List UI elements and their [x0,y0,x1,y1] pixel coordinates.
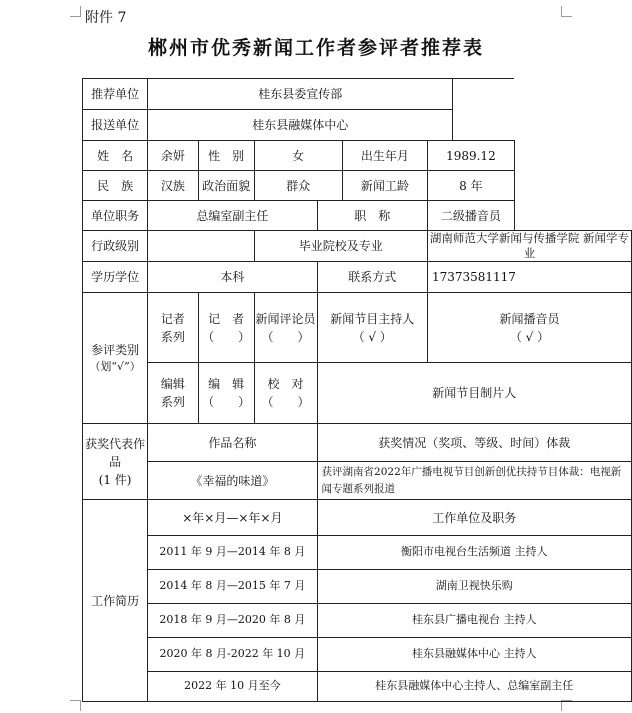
birth-label: 出生年月 [342,141,427,171]
reporter-label: 记 者 [208,311,245,326]
attachment-number: 附件 7 [85,10,127,26]
political-label: 政治面貌 [198,171,254,201]
education-label: 学历学位 [83,262,148,293]
category-commentator[interactable] [254,293,317,363]
work-years-label: 新闻工龄 [342,171,427,201]
position-value: 总编室副主任 [148,201,317,231]
political-value: 群众 [254,171,342,201]
position-label: 单位职务 [83,201,148,231]
recommendation-form-table [82,78,632,702]
resume-period: 2022 年 10 月至今 [148,672,317,702]
resume-unit: 湖南卫视快乐购 [317,570,631,604]
ethnic-value: 汉族 [148,171,199,201]
editor-series-label: 编辑 系列 [148,363,199,424]
professional-title-label: 职 称 [317,201,427,231]
category-label-text: 参评类别 [91,342,140,357]
category-host[interactable] [317,293,427,363]
category-editor[interactable] [198,363,254,424]
editor-checkmark: （ ） [202,395,251,409]
award-info-value: 获评湖南省2022年广播电视节目创新创优扶持节目体裁：电视新闻专题系列报道 [317,462,631,500]
page-corner-mark [561,6,572,17]
contact-value: 17373581117 [427,262,631,293]
proofreader-label: 校 对 [267,377,304,391]
commentator-label: 新闻评论员 [255,311,316,326]
resume-unit: 桂东县融媒体中心 主持人 [317,638,631,672]
category-label [83,293,148,424]
category-announcer[interactable] [427,293,631,363]
photo-area [514,171,631,201]
host-checkmark: （ √ ） [352,329,392,344]
category-proofreader[interactable] [254,363,317,424]
work-years-value: 8 年 [427,171,514,201]
resume-unit: 衡阳市电视台生活频道 主持人 [317,536,631,570]
page-corner-mark [70,700,81,711]
resume-period: 2014 年 8 月—2015 年 7 月 [148,570,317,604]
admin-level-label: 行政级别 [83,231,148,262]
reporter-series-label: 记者 系列 [148,293,199,363]
work-name-value: 《幸福的味道》 [148,462,317,500]
photo-area [514,141,631,171]
school-major-label: 毕业院校及专业 [254,231,427,262]
education-value: 本科 [148,262,317,293]
submit-unit-value: 桂东县融媒体中心 [148,110,453,141]
school-major-value: 湖南师范大学新闻与传播学院 新闻学专业 [427,231,631,262]
gender-label: 性 别 [198,141,254,171]
photo-area [453,79,515,141]
host-label: 新闻节目主持人 [330,311,415,326]
category-reporter[interactable] [198,293,254,363]
page-corner-mark [70,6,81,17]
form-title: 郴州市优秀新闻工作者参评者推荐表 [147,37,484,59]
resume-period-header: ×年×月—×年×月 [148,500,317,536]
name-value: 余妍 [148,141,199,171]
professional-title-value: 二级播音员 [427,201,514,231]
photo-area [514,201,631,231]
recommend-unit-value: 桂东县委宣传部 [148,79,453,110]
announcer-label: 新闻播音员 [499,311,560,326]
reporter-checkmark: （ ） [202,329,251,344]
category-hint: （划“√”） [89,359,141,373]
resume-unit: 桂东县融媒体中心主持人、总编室副主任 [317,672,631,702]
commentator-checkmark: （ ） [261,329,310,344]
editor-label: 编 辑 [208,377,245,391]
contact-label: 联系方式 [317,262,427,293]
name-label: 姓 名 [83,141,148,171]
proofreader-checkmark: （ ） [261,395,310,409]
recommend-unit-label: 推荐单位 [83,79,148,110]
ethnic-label: 民 族 [83,171,148,201]
admin-level-value [148,231,254,262]
resume-unit-header: 工作单位及职务 [317,500,631,536]
announcer-checkmark: （ √ ） [509,329,550,344]
submit-unit-label: 报送单位 [83,110,148,141]
category-producer[interactable]: 新闻节目制片人 [317,363,631,424]
resume-period: 2018 年 9 月—2020 年 8 月 [148,604,317,638]
birth-value: 1989.12 [427,141,514,171]
resume-period: 2020 年 8 月-2022 年 10 月 [148,638,317,672]
resume-label: 工作简历 [83,500,148,702]
resume-period: 2011 年 9 月—2014 年 8 月 [148,536,317,570]
award-info-header: 获奖情况（奖项、等级、时间）体裁 [317,424,631,462]
award-work-label: 获奖代表作品 (1 件) [83,424,148,500]
resume-unit: 桂东县广播电视台 主持人 [317,604,631,638]
gender-value: 女 [254,141,342,171]
work-name-header: 作品名称 [148,424,317,462]
